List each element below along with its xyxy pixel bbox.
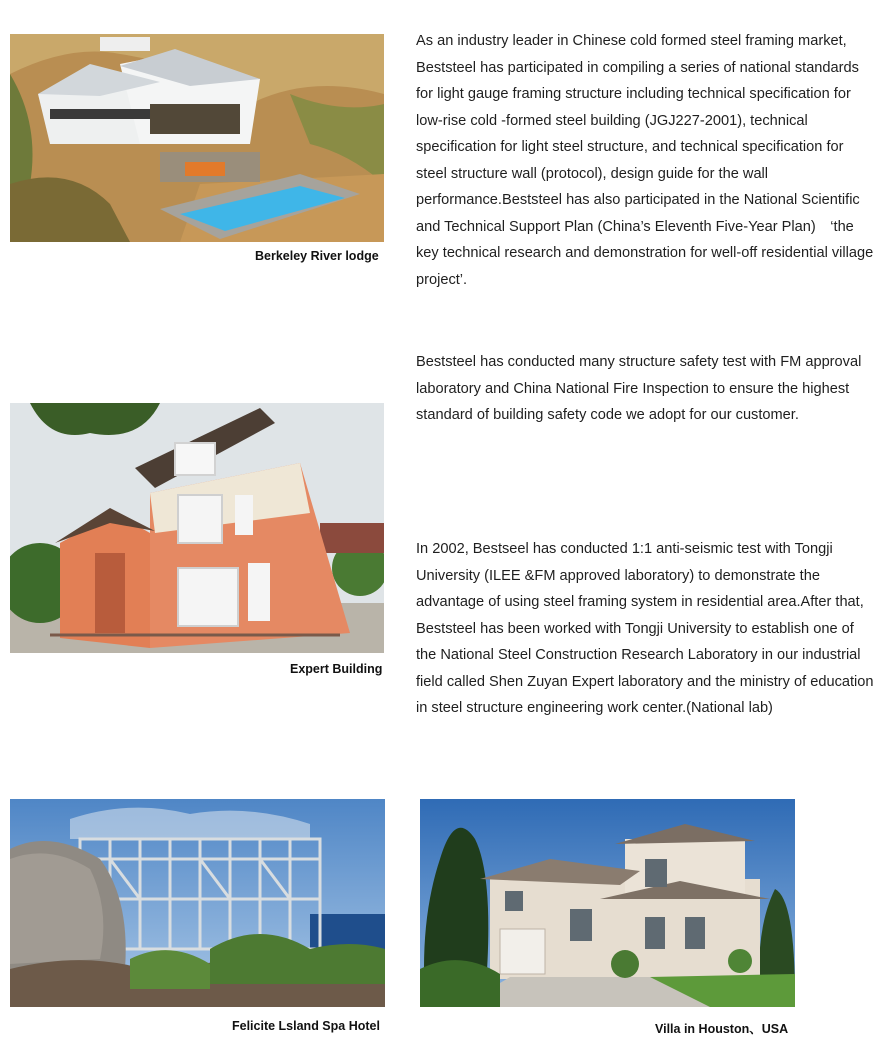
- berkeley-river-lodge-photo: [10, 34, 384, 242]
- expert-building-photo: [10, 403, 384, 653]
- villa-in-houston-photo: [420, 799, 795, 1007]
- intro-paragraph: As an industry leader in Chinese cold formed steel framing market, Beststeel has participated in compiling a series of national standards for light gauge framing structure including technical specification for low-rise cold -formed steel building (JGJ227-2001), technical specification for light steel structure, and technical specification for steel structure wall (protocol), design guide for the wall performance.Beststeel has also participated in the National Scientific and Technical Support Plan (China’s Eleventh Five-Year Plan) ‘the key technical research and demonstration for well-off residential village project’.: [416, 33, 874, 288]
- felicite-island-spa-hotel-photo: [10, 799, 385, 1007]
- villa-in-houston-caption: Villa in Houston、USA: [655, 1022, 789, 1036]
- felicite-island-spa-hotel-caption: Felicite Lsland Spa Hotel: [232, 1019, 380, 1033]
- berkeley-river-lodge-caption: Berkeley River lodge: [255, 249, 379, 263]
- expert-building-caption: Expert Building: [290, 662, 383, 676]
- seismic-test-paragraph: In 2002, Bestseel has conducted 1:1 anti-seismic test with Tongji University (ILEE &FM approved laboratory) to demonstrate the advantage of using steel framing system in residential area.After that, Beststeel has been worked with Tongji University to establish one of the National Steel Construction Research Laboratory in our industrial field called Shen Zuyan Expert laboratory and the ministry of education in steel structure engineering work center.(National lab): [416, 541, 874, 716]
- safety-test-paragraph: Beststeel has conducted many structure safety test with FM approval laboratory and China National Fire Inspection to ensure the highest standard of building safety code we adopt for our customer.: [416, 354, 862, 423]
